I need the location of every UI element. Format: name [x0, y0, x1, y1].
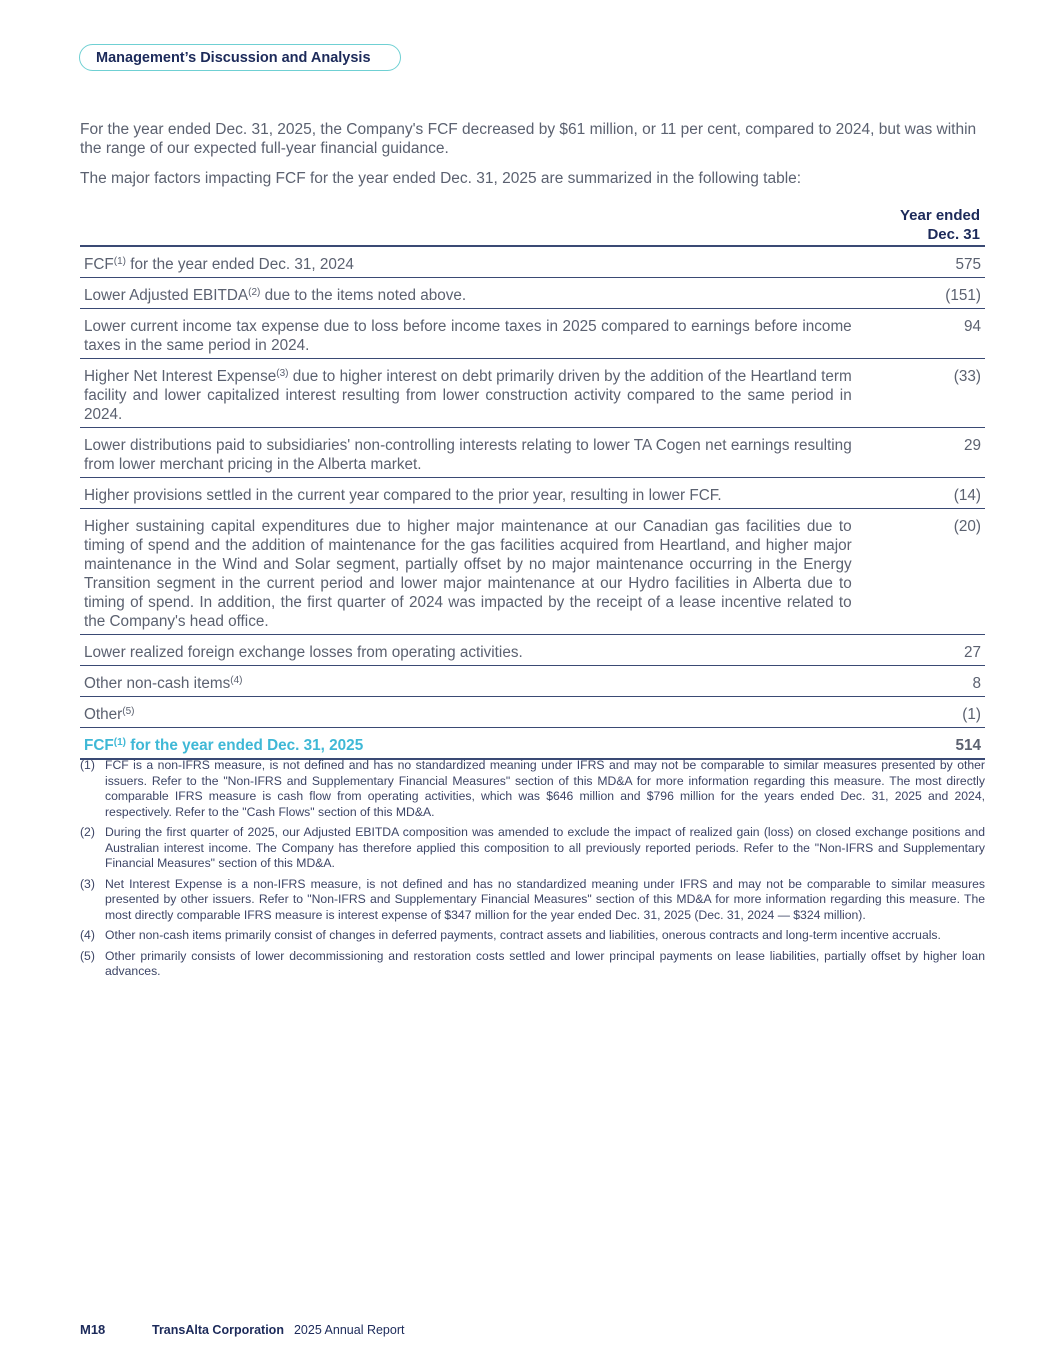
intro-paragraph-2: The major factors impacting FCF for the year ended Dec. 31, 2025 are summarized in the following table: [80, 170, 802, 187]
row-value: (20) [878, 509, 985, 635]
total-description [80, 728, 852, 760]
footnote-text: Other non-cash items primarily consist of changes in deferred payments, contract assets and liabilities, onerous contracts and long-term incentive accruals. [105, 928, 941, 942]
footnote-ref: (5) [122, 706, 135, 717]
row-value: (151) [878, 278, 985, 309]
table-row [80, 309, 985, 359]
table-row [80, 635, 985, 666]
row-description [80, 635, 852, 666]
row-text: Higher Net Interest Expense [84, 368, 277, 385]
row-text: Higher sustaining capital expenditures due to higher major maintenance at our Canadian gas facilities due to timing of spend and the addition of maintenance for the gas facilities acquired from Heartland, and higher major maintenance in the Wind and Solar segment, partially offset by no major maintenance occurring in the Energy Transition segment in the current period and lower major maintenance at our Hydro facilities in Alberta due to timing of spend. In addition, the first quarter of 2024 was impacted by the receipt of a lease incentive related to the Company's head office. [84, 518, 852, 630]
company-name: TransAlta Corporation [152, 1323, 284, 1337]
total-text-cont: for the year ended Dec. 31, 2025 [125, 737, 364, 754]
row-text-cont: due to the items noted above. [260, 287, 467, 304]
fcf-reconciliation-table [80, 245, 985, 760]
total-row [80, 728, 985, 760]
row-value: 29 [878, 428, 985, 478]
row-text: Lower realized foreign exchange losses from operating activities. [84, 644, 523, 661]
row-value: 8 [878, 666, 985, 697]
row-description [80, 666, 852, 697]
footnote-ref: (4) [230, 675, 243, 686]
report-name: 2025 Annual Report [293, 1323, 405, 1337]
row-value: (14) [878, 478, 985, 509]
row-description [80, 428, 852, 478]
table-row [80, 278, 985, 309]
row-description [80, 278, 852, 309]
row-text: Other non-cash items [84, 675, 231, 692]
row-text: Lower Adjusted EBITDA [84, 287, 249, 304]
footnote-number: (3) [80, 876, 95, 891]
row-description [80, 697, 852, 728]
row-value: 94 [878, 309, 985, 359]
page-footer [80, 1322, 404, 1337]
row-value: 575 [878, 246, 985, 278]
total-text: FCF [84, 737, 114, 754]
row-value: (1) [878, 697, 985, 728]
footnote [80, 877, 985, 924]
table-row [80, 428, 985, 478]
page-number: M18 [80, 1322, 106, 1337]
table-row [80, 666, 985, 697]
row-text: Higher provisions settled in the current year compared to the prior year, resulting in lower FCF. [84, 487, 722, 504]
row-text: Lower distributions paid to subsidiaries' non-controlling interests relating to lower TA Cogen net earnings resulting from lower merchant pricing in the Alberta market. [84, 437, 852, 473]
row-text: Lower current income tax expense due to loss before income taxes in 2025 compared to earnings before income taxes in the same period in 2024. [84, 318, 852, 354]
table-row [80, 246, 985, 278]
row-text: FCF [84, 256, 114, 273]
footnote-ref: (1) [113, 737, 126, 748]
row-text-cont: due to higher interest on debt primarily driven by the addition of the Heartland term facility and lower capitalized interest resulting from lower construction activity compared to the same period in 2024. [84, 368, 852, 423]
column-header [880, 206, 980, 244]
row-value: (33) [878, 359, 985, 428]
footnote-number: (2) [80, 825, 95, 839]
footnotes [80, 758, 985, 985]
footnote-number: (1) [80, 758, 95, 772]
footnote-ref: (3) [276, 368, 289, 379]
row-description [80, 509, 852, 635]
table-row [80, 359, 985, 428]
row-description [80, 359, 852, 428]
section-label [79, 44, 401, 71]
column-header-line-1: Year ended [899, 207, 980, 224]
footnote-text: FCF is a non-IFRS measure, is not defined and has no standardized meaning under IFRS and may not be comparable to similar measures presented by other issuers. Refer to the "Non-IFRS and Supplementary Financial Measures" section of this MD&A for more information regarding this measure. The most directly comparable IFRS measure is cash flow from operating activities, which was $646 million and $796 million for the years ended Dec. 31, 2025 and 2024, respectively. Refer to the "Cash Flows" section of this MD&A. [105, 758, 985, 819]
footnote-ref: (1) [113, 256, 126, 267]
row-text: Other [84, 706, 123, 723]
footnote [80, 928, 985, 944]
footnote-number: (4) [80, 928, 95, 942]
footnote-ref: (2) [248, 287, 261, 298]
row-text-cont: for the year ended Dec. 31, 2024 [125, 256, 354, 273]
row-description [80, 309, 852, 359]
row-value: 27 [878, 635, 985, 666]
row-description [80, 246, 852, 278]
footnote [80, 949, 985, 980]
footnote-text: During the first quarter of 2025, our Adjusted EBITDA composition was amended to exclude the impact of realized gain (loss) on closed exchange positions and Australian interest income. The Company has therefore applied this composition to all previously reported periods. Refer to the "Non-IFRS and Supplementary Financial Measures" section of this MD&A. [105, 825, 985, 870]
footnote-number: (5) [80, 948, 95, 963]
row-description [80, 478, 852, 509]
footnote-text: Other primarily consists of lower decommissioning and restoration costs settled and lower principal payments on lease liabilities, partially offset by higher loan advances. [105, 948, 985, 978]
total-value: 514 [878, 728, 985, 760]
column-header-line-2: Dec. 31 [927, 226, 980, 243]
section-label-text: Management’s Discussion and Analysis [96, 49, 371, 66]
table-row [80, 478, 985, 509]
table-row [80, 697, 985, 728]
intro-paragraph-1: For the year ended Dec. 31, 2025, the Company's FCF decreased by $61 million, or 11 per cent, compared to 2024, but was within the range of our expected full-year financial guidance. [80, 121, 977, 157]
table-row [80, 509, 985, 635]
footnote-text: Net Interest Expense is a non-IFRS measure, is not defined and has no standardized meaning under IFRS and may not be comparable to similar measures presented by other issuers. Refer to "Non-IFRS and Supplementary Financial Measures" section of this MD&A for more information regarding this measure. The most directly comparable IFRS measure is interest expense of $347 million for the year ended Dec. 31, 2025 (Dec. 31, 2024 — $324 million). [105, 876, 985, 922]
footnote [80, 758, 985, 820]
footnote [80, 825, 985, 872]
